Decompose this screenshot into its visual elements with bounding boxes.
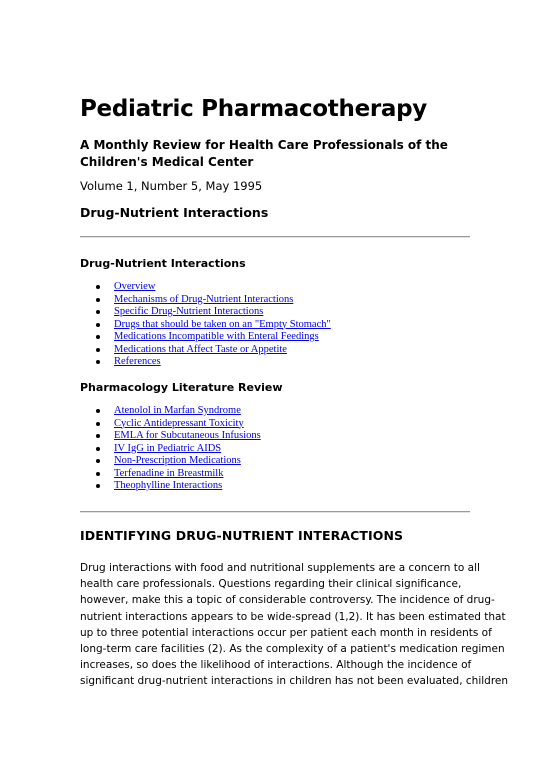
bullet-icon (96, 459, 100, 463)
paragraph-line: increases, so does the likelihood of interactions. Although the incidence of (80, 659, 472, 672)
toc-link-references[interactable]: References (114, 356, 161, 367)
toc-list (96, 281, 331, 369)
toc-link-overview[interactable]: Overview (114, 281, 156, 292)
list-item (96, 319, 331, 332)
literature-link-iv-igg[interactable]: IV IgG in Pediatric AIDS (114, 442, 222, 454)
list-item (96, 468, 261, 481)
page-title: Pediatric Pharmacotherapy (80, 96, 427, 122)
bullet-icon (96, 484, 100, 488)
list-item (96, 281, 331, 294)
literature-link-theophylline[interactable]: Theophylline Interactions (114, 480, 223, 491)
literature-link-terfenadine[interactable]: Terfenadine in Breastmilk (114, 467, 224, 479)
bullet-icon (96, 348, 100, 352)
paragraph-line: up to three potential interactions occur per patient each month in residents of (80, 626, 492, 639)
toc-link-specific-interactions[interactable]: Specific Drug-Nutrient Interactions (114, 306, 264, 317)
page-subtitle: A Monthly Review for Health Care Professionals of the Children's Medical Center (80, 138, 448, 169)
list-item (96, 294, 331, 307)
list-item (96, 430, 261, 443)
list-item (96, 418, 261, 431)
literature-heading: Pharmacology Literature Review (80, 381, 283, 394)
literature-link-atenolol[interactable]: Atenolol in Marfan Syndrome (114, 405, 241, 416)
bullet-icon (96, 310, 100, 314)
list-item (96, 306, 331, 319)
literature-link-cyclic-antidepressant[interactable]: Cyclic Antidepressant Toxicity (114, 417, 244, 429)
list-item (96, 443, 261, 456)
toc-link-mechanisms[interactable]: Mechanisms of Drug-Nutrient Interactions (114, 293, 294, 305)
bullet-icon (96, 298, 100, 302)
toc-heading: Drug-Nutrient Interactions (80, 257, 246, 270)
volume-info: Volume 1, Number 5, May 1995 (80, 179, 263, 193)
paragraph-line: nutrient interactions appears to be wide-spread (1,2). It has been estimated that (80, 610, 506, 623)
paragraph-line: health care professionals. Questions regarding their clinical significance, (80, 578, 462, 591)
list-item (96, 344, 331, 357)
article-heading: IDENTIFYING DRUG-NUTRIENT INTERACTIONS (80, 528, 404, 543)
bullet-icon (96, 323, 100, 327)
divider (80, 236, 470, 238)
list-item (96, 455, 261, 468)
toc-link-empty-stomach[interactable]: Drugs that should be taken on an "Empty Stomach" (114, 318, 331, 330)
paragraph-line: however, make this a topic of considerable controversy. The incidence of drug- (80, 594, 495, 607)
article-paragraph (80, 560, 509, 690)
bullet-icon (96, 409, 100, 413)
literature-list (96, 405, 261, 493)
list-item (96, 480, 261, 493)
list-item (96, 405, 261, 418)
paragraph-line: significant drug-nutrient interactions in children has not been evaluated, children (80, 675, 509, 688)
literature-link-non-prescription[interactable]: Non-Prescription Medications (114, 455, 241, 466)
literature-link-emla[interactable]: EMLA for Subcutaneous Infusions (114, 430, 261, 441)
list-item (96, 356, 331, 369)
bullet-icon (96, 422, 100, 426)
toc-link-taste-appetite[interactable]: Medications that Affect Taste or Appetite (114, 343, 287, 355)
paragraph-line: Drug interactions with food and nutritional supplements are a concern to all (80, 562, 480, 574)
bullet-icon (96, 472, 100, 476)
bullet-icon (96, 360, 100, 364)
toc-link-enteral-feedings[interactable]: Medications Incompatible with Enteral Feedings (114, 331, 319, 342)
bullet-icon (96, 335, 100, 339)
bullet-icon (96, 434, 100, 438)
bullet-icon (96, 285, 100, 289)
divider (80, 511, 470, 513)
list-item (96, 331, 331, 344)
bullet-icon (96, 447, 100, 451)
issue-topic: Drug-Nutrient Interactions (80, 205, 269, 220)
paragraph-line: long-term care facilities (2). As the complexity of a patient's medication regimen (80, 643, 505, 656)
